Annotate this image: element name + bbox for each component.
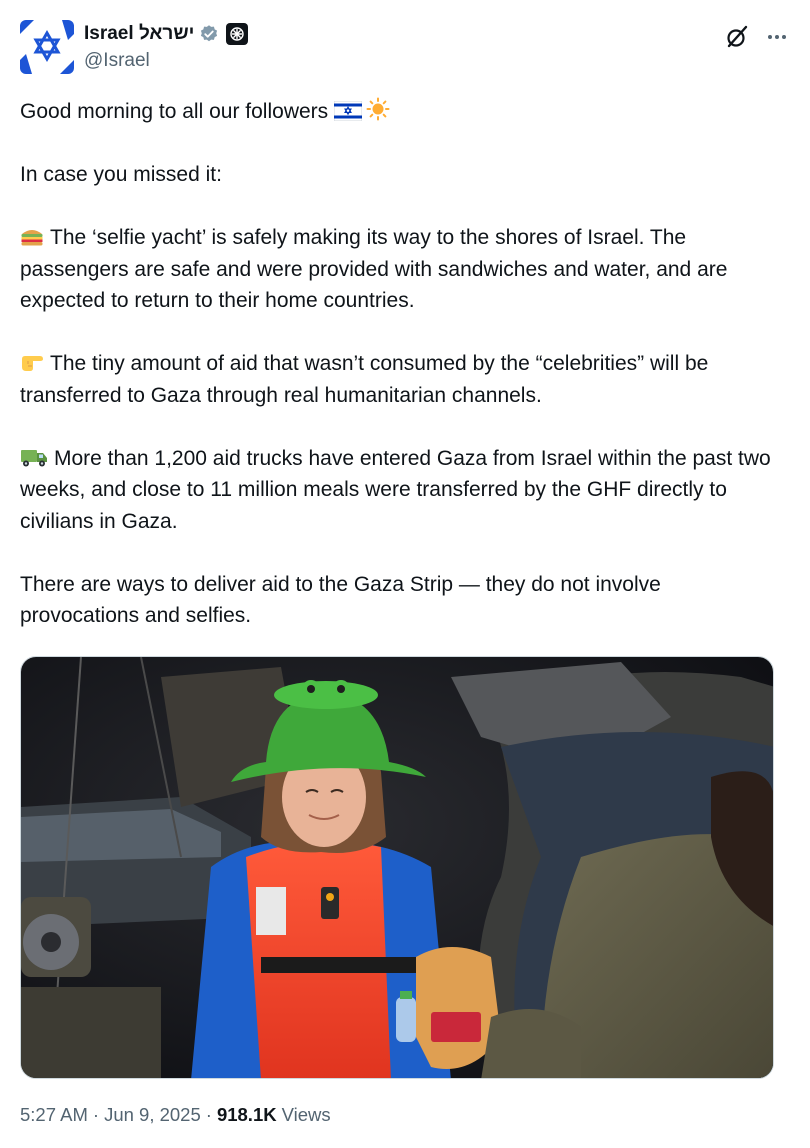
pointing-hand-icon: [20, 351, 44, 373]
name-row: [84, 21, 248, 47]
tweet-text: [20, 96, 780, 632]
tweet-line-intro: In case you missed it:: [20, 163, 222, 186]
government-badge-icon: [226, 23, 248, 45]
tweet-header: [20, 18, 790, 78]
meta-separator-2: ·: [205, 1104, 212, 1125]
views-count[interactable]: 918.1K: [216, 1104, 277, 1125]
tweet-para-aid: The tiny amount of aid that wasn’t consumed by the “celebrities” will be transferred to Gaza through real humanitarian channels.: [20, 352, 709, 407]
avatar[interactable]: [20, 20, 74, 74]
truck-icon: [20, 446, 48, 468]
tweet-para-ways: There are ways to deliver aid to the Gaza Strip — they do not involve provocations and selfies.: [20, 572, 661, 627]
views-label: Views: [281, 1104, 331, 1125]
more-options-icon[interactable]: [764, 26, 790, 48]
tweet-para-sandwich: The ‘selfie yacht’ is safely making its way to the shores of Israel. The passengers are safe and were provided with sandwiches and water, and are expected to return to their home countries.: [20, 226, 728, 312]
tweet-para-trucks: More than 1,200 aid trucks have entered Gaza from Israel within the past two weeks, and close to 11 million meals were transferred by the GHF directly to civilians in Gaza.: [20, 446, 771, 533]
grok-icon[interactable]: [724, 24, 750, 50]
verified-badge-icon: [199, 24, 219, 44]
tweet-meta: [20, 1104, 331, 1126]
tweet-date[interactable]: Jun 9, 2025: [104, 1104, 201, 1125]
israel-flag-icon: [334, 101, 362, 121]
tweet-time[interactable]: 5:27 AM: [20, 1104, 88, 1125]
tweet-line-greeting: Good morning to all our followers: [20, 96, 780, 128]
meta-separator: ·: [92, 1104, 100, 1125]
photo-illustration: [21, 657, 774, 1079]
tweet-photo[interactable]: [20, 656, 774, 1079]
handle[interactable]: @Israel: [84, 50, 150, 71]
sun-icon: [366, 97, 390, 121]
display-name[interactable]: Israel ישראל: [84, 23, 195, 44]
sandwich-icon: [20, 225, 44, 247]
